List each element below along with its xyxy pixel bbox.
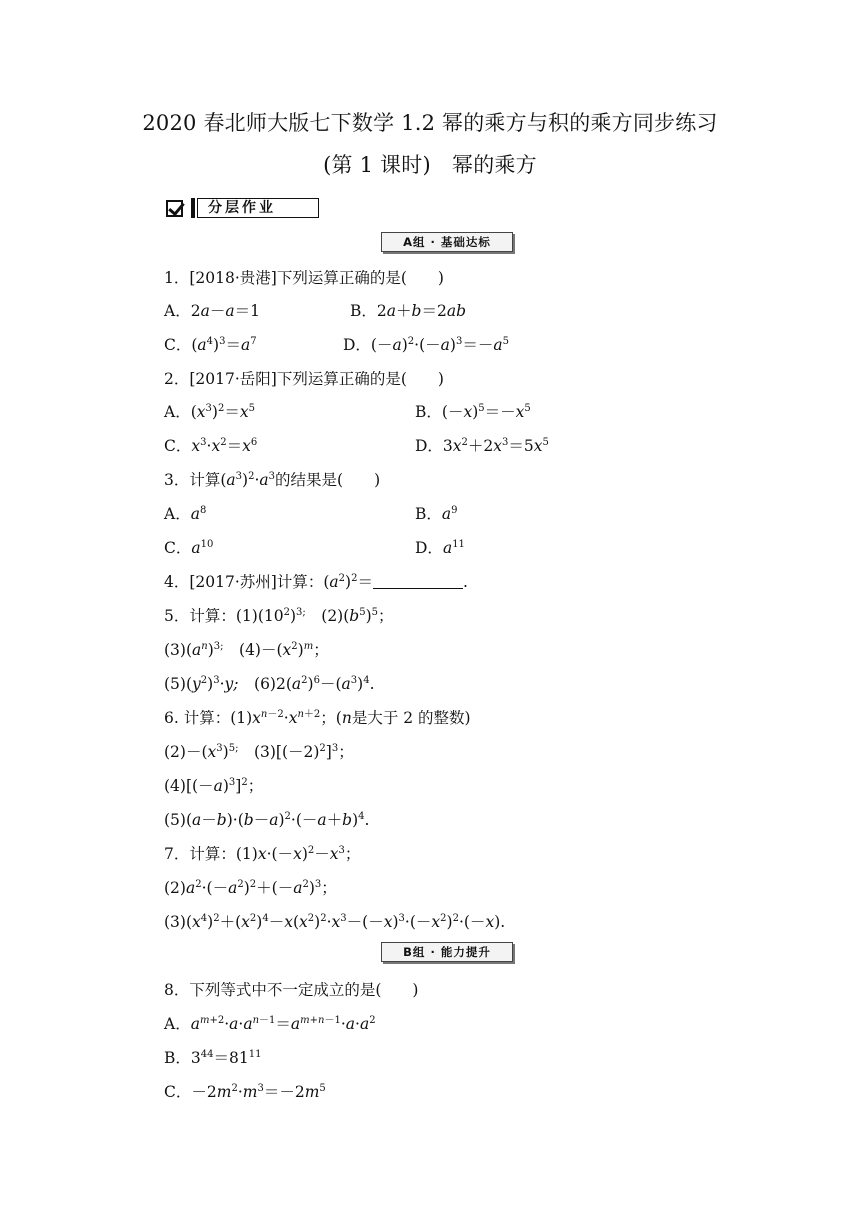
question-7-line-2: $(2)a^2\cdot(-a^2)^2+(-a^2)^3$； [164,879,337,897]
question-1-option-a: A．2a－a＝1 [164,302,260,320]
question-3-option-a: A．$a^8$ [164,505,207,523]
question-5-line-3: $(5)(y^2)^3\cdot y$; $(6)2(a^2)^6-(a^3)^4$. [164,675,375,693]
worksheet-title: 2020 春北师大版七下数学 1.2 幂的乘方与积的乘方同步练习 [142,111,718,135]
section-heading-label: 分层作业 [197,198,319,218]
question-5-line-2: $(3)(a^n)^{3;}$ $(4)-(x^2)^m$； [164,641,329,659]
question-3-option-c: C．$a^{10}$ [164,539,214,557]
question-8-option-a: A．$a^{m+2}\cdot a\cdot a^{n-1}=a^{m+n-1}\cdot a\cdot a^2$ [164,1015,376,1033]
group-a-label: A组 · 基础达标 [381,232,513,252]
question-2-option-b: B．$(-x)^5=-x^5$ [415,403,531,421]
question-6-line-4: $(5)(a-b)\cdot(b-a)^2\cdot(-a+b)^4$. [164,811,370,829]
question-6-line-2: $(2)-(x^3)^{5;}$ $(3)[(-2)^2]^3$； [164,743,354,761]
worksheet-subtitle: (第 1 课时) 幂的乘方 [323,153,537,177]
answer-blank[interactable] [373,574,463,589]
question-1-stem: 1．[2018·贵港]下列运算正确的是( ) [164,269,444,287]
question-6-line-1: 6. 计算：$(1)x^{n-2}\cdot x^{n+2}$；(n是大于 2 的整数) [164,709,471,727]
checkbox-icon [166,200,183,217]
question-2-option-c: C．$x^3\cdot x^2=x^6$ [164,437,258,455]
question-7-line-1: 7．计算：$(1)x\cdot(-x)^2-x^3$； [164,845,361,863]
question-6-line-3: $(4)[(-a)^3]^2$； [164,777,264,795]
question-8-stem: 8．下列等式中不一定成立的是( ) [164,981,419,999]
question-3-option-b: B．$a^9$ [415,505,458,523]
question-4: 4．[2017·苏州]计算：$(a^2)^2=$ . [164,573,468,591]
question-5-line-1: 5．计算：$(1)(10^2)^{3;}$ $(2)(b^5)^5$； [164,607,394,625]
question-2-option-a: A．$(x^3)^2=x^5$ [164,403,255,421]
question-8-option-b: B．$3^{44}=81^{11}$ [164,1049,262,1067]
heading-bar [191,198,195,218]
question-1-option-d: D．$(-a)^2\cdot(-a)^3=-a^5$ [343,336,509,354]
question-2-stem: 2．[2017·岳阳]下列运算正确的是( ) [164,370,444,388]
question-7-line-3: $(3)(x^4)^2+(x^2)^4-x(x^2)^2\cdot x^3-(-x)^3\cdot(-x^2)^2\cdot(-x)$. [164,913,506,931]
section-heading [166,195,319,221]
question-1-option-c: C．$(a^4)^3=a^7$ [164,336,257,354]
group-b-label: B组 · 能力提升 [381,942,513,962]
question-8-option-c: C．$-2m^2\cdot m^3=-2m^5$ [164,1083,326,1101]
question-1-option-b: B．2a＋b＝2ab [350,302,467,320]
question-3-stem: 3．计算$(a^3)^2\cdot a^3$的结果是( ) [164,471,381,489]
question-3-option-d: D．$a^{11}$ [415,539,465,557]
question-2-option-d: D．$3x^2+2x^3=5x^5$ [415,437,549,455]
